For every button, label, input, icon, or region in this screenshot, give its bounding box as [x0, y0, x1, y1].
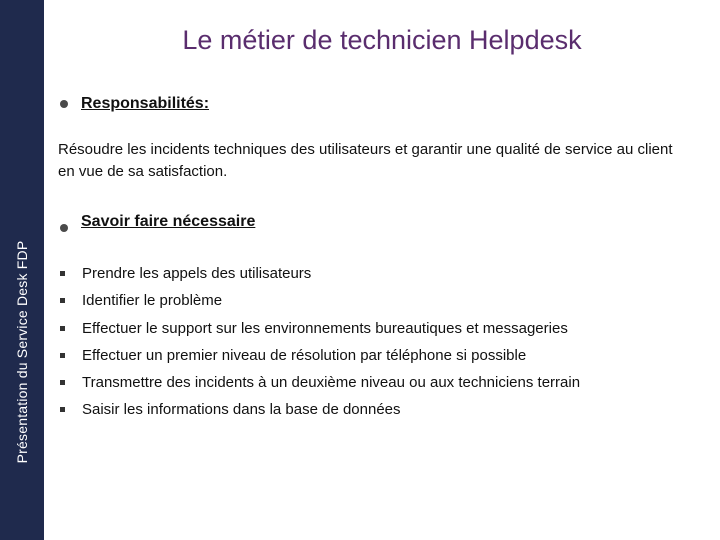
square-bullet-icon	[60, 380, 65, 385]
list-item	[60, 289, 580, 316]
responsibilities-heading: Responsabilités:	[81, 95, 210, 112]
list-item-text: Saisir les informations dans la base de données	[82, 401, 401, 419]
square-bullet-icon	[60, 407, 65, 412]
square-bullet-icon	[60, 353, 65, 358]
skills-heading: Savoir faire nécessaire	[81, 213, 256, 230]
sidebar	[0, 0, 44, 540]
bullet-dot-icon	[60, 224, 68, 232]
square-bullet-icon	[60, 271, 65, 276]
list-item	[60, 344, 580, 371]
list-item-text: Prendre les appels des utilisateurs	[82, 265, 312, 282]
list-item	[60, 262, 580, 289]
square-bullet-icon	[60, 326, 65, 331]
list-item	[60, 371, 580, 398]
list-item-text: Effectuer un premier niveau de résolution par téléphone si possible	[82, 346, 527, 364]
list-item-text: Transmettre des incidents à un deuxième niveau ou aux techniciens terrain	[82, 374, 581, 392]
list-item	[60, 398, 580, 425]
slide-title: Le métier de technicien Helpdesk	[182, 25, 582, 55]
sidebar-label: Présentation du Service Desk FDP	[14, 240, 30, 464]
bullet-dot-icon	[60, 100, 68, 108]
list-item	[60, 317, 580, 344]
list-item-text: Identifier le problème	[82, 292, 223, 310]
skills-list	[60, 262, 580, 426]
square-bullet-icon	[60, 298, 65, 303]
list-item-text: Effectuer le support sur les environnements bureautiques et messageries	[82, 319, 568, 337]
responsibilities-text: Résoudre les incidents techniques des utilisateurs et garantir une qualité de service au client en vue de sa satisfaction.	[58, 141, 673, 180]
